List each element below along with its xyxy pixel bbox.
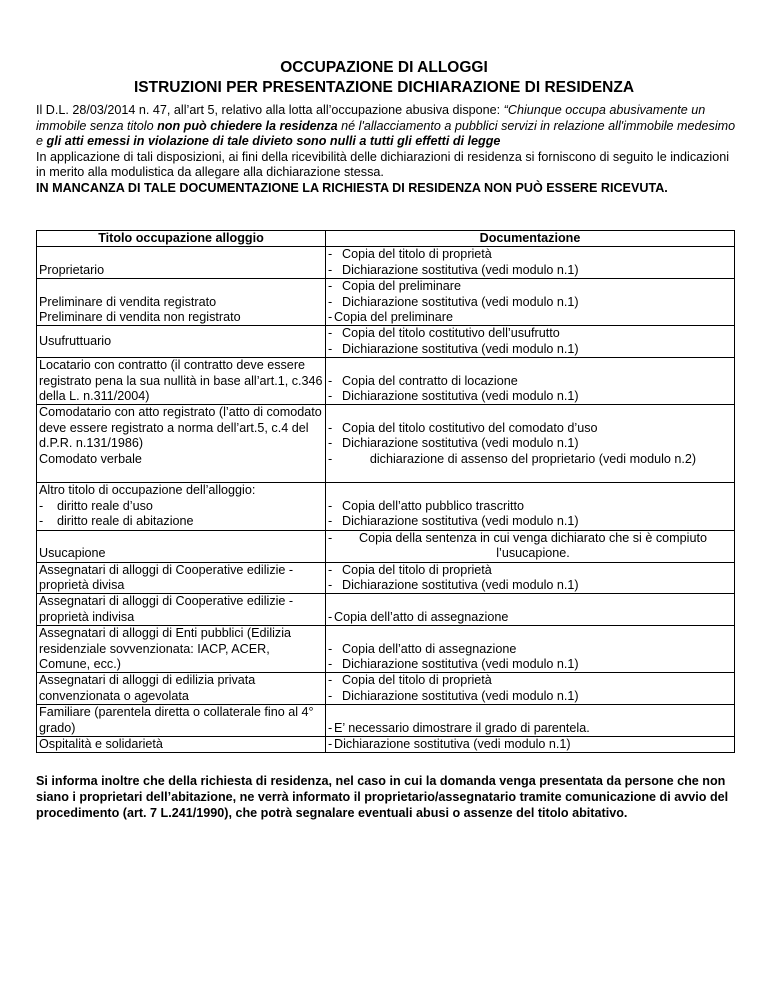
- intro-paragraph-2: In applicazione di tali disposizioni, ai fini della ricevibilità delle dichiarazioni di residenza si forniscono di seguito le indicazioni in merito alla modulistica da allegare alla dichiarazione stessa.: [36, 149, 730, 180]
- row-title: Locatario con contratto (il contratto deve essere registrato pena la sua nullità in base all’art.1, c.346 della L. n.311/2004): [37, 358, 326, 405]
- bullet-dash: -: [328, 656, 333, 671]
- bullet-dash: -: [328, 514, 333, 529]
- row-title-line: Preliminare di vendita non registrato: [39, 310, 241, 325]
- bullet-dash: -: [328, 436, 333, 451]
- table-row: [37, 736, 735, 752]
- row-docs: [326, 562, 735, 594]
- intro-paragraph-1: [36, 103, 736, 150]
- doc-item: Copia del titolo costitutivo dell’usufrutto: [342, 326, 560, 341]
- bullet-dash: -: [328, 262, 333, 277]
- doc-item: Dichiarazione sostitutiva (vedi modulo n.1): [342, 262, 579, 277]
- quote-part: né l'allacciamento a pubblici servizi in relazione all'immobile medesimo e: [36, 118, 736, 149]
- row-title: Assegnatari di alloggi di Cooperative edilizie - proprietà divisa: [37, 562, 326, 594]
- row-title: [37, 405, 326, 483]
- table-row: [37, 279, 735, 326]
- doc-item: Copia del titolo di proprietà: [342, 247, 492, 262]
- bullet-dash: -: [328, 609, 333, 624]
- row-docs: [326, 736, 735, 752]
- row-docs: [326, 358, 735, 405]
- row-title: Usufruttuario: [37, 326, 326, 358]
- title-line-2: ISTRUZIONI PER PRESENTAZIONE DICHIARAZIONE DI RESIDENZA: [133, 79, 635, 96]
- bullet-dash: -: [328, 341, 333, 356]
- doc-item: Copia della sentenza in cui venga dichiarato che si è compiuto l’usucapione.: [359, 530, 707, 561]
- bullet-dash: -: [328, 451, 333, 466]
- doc-item: dichiarazione di assenso del proprietario (vedi modulo n.2): [369, 451, 697, 466]
- row-docs: [326, 594, 735, 626]
- doc-item: Copia dell’atto pubblico trascritto: [342, 498, 525, 513]
- documentation-table: [36, 230, 735, 753]
- row-docs: [326, 673, 735, 705]
- table-row: [37, 594, 735, 626]
- doc-item: Copia dell’atto di assegnazione: [334, 609, 509, 624]
- quote-emphasis: gli atti emessi in violazione di tale divieto sono nulli a tutti gli effetti di legge: [46, 134, 501, 149]
- doc-item: Dichiarazione sostitutiva (vedi modulo n.1): [342, 688, 579, 703]
- row-title: [37, 483, 326, 530]
- row-title-line: Preliminare di vendita registrato: [39, 294, 217, 309]
- document-title: [0, 58, 768, 98]
- doc-item: Copia del contratto di locazione: [342, 373, 518, 388]
- table-row: [37, 626, 735, 673]
- bullet-dash: -: [328, 577, 333, 592]
- table-row: [37, 673, 735, 705]
- bullet-dash: -: [328, 688, 333, 703]
- doc-item: Dichiarazione sostitutiva (vedi modulo n.1): [342, 294, 579, 309]
- bullet-dash: -: [328, 673, 333, 688]
- row-docs: [326, 530, 735, 562]
- table-row: [37, 562, 735, 594]
- row-docs: [326, 626, 735, 673]
- intro-section: [36, 103, 736, 197]
- bullet-dash: -: [39, 514, 44, 529]
- bullet-dash: -: [328, 373, 333, 388]
- bullet-dash: -: [328, 562, 333, 577]
- doc-item: Copia del titolo di proprietà: [342, 562, 492, 577]
- doc-item: Dichiarazione sostitutiva (vedi modulo n.1): [342, 389, 579, 404]
- table-row: [37, 358, 735, 405]
- row-subitem: diritto reale d’uso: [57, 498, 153, 513]
- bullet-dash: -: [328, 389, 333, 404]
- row-subitem: diritto reale di abitazione: [57, 514, 194, 529]
- doc-item: Copia dell’atto di assegnazione: [342, 641, 517, 656]
- row-title-line: Comodatario con atto registrato (l’atto di comodato deve essere registrato a norma dell’art.5, c.4 del d.P.R. n.131/1986): [39, 405, 322, 451]
- doc-item: E’ necessario dimostrare il grado di parentela.: [334, 720, 590, 735]
- row-title: Ospitalità e solidarietà: [37, 736, 326, 752]
- row-title: Familiare (parentela diretta o collaterale fino al 4° grado): [37, 705, 326, 737]
- row-docs: [326, 326, 735, 358]
- row-title: Assegnatari di alloggi di Cooperative edilizie - proprietà indivisa: [37, 594, 326, 626]
- table-row: [37, 530, 735, 562]
- doc-item: Copia del preliminare: [342, 279, 462, 294]
- table-row: [37, 405, 735, 483]
- intro-text: Il D.L. 28/03/2014 n. 47, all’art 5, relativo alla lotta all’occupazione abusiva dispone:: [36, 103, 504, 117]
- bullet-dash: -: [328, 247, 333, 262]
- bullet-dash: -: [39, 498, 44, 513]
- quote-part: “Chiunque occupa abusivamente un immobile senza titolo: [36, 103, 706, 133]
- bullet-dash: -: [328, 720, 333, 735]
- bullet-dash: -: [328, 736, 333, 751]
- bullet-dash: -: [328, 530, 333, 545]
- bullet-dash: -: [328, 279, 333, 294]
- row-title: Assegnatari di alloggi di Enti pubblici (Edilizia residenziale sovvenzionata: IACP, ACER, Comune, ecc.): [37, 626, 326, 673]
- row-docs: [326, 483, 735, 530]
- row-docs: [326, 705, 735, 737]
- doc-item: Dichiarazione sostitutiva (vedi modulo n.1): [342, 577, 579, 592]
- table-row: [37, 483, 735, 530]
- bullet-dash: -: [328, 498, 333, 513]
- closing-paragraph: Si informa inoltre che della richiesta di residenza, nel caso in cui la domanda venga presentata da persone che non siano i proprietari dell’abitazione, ne verrà informato il proprietario/assegnatario tramite comunicazione di avvio del procedimento (art. 7 L.241/1990), che potrà segnalare eventuali abusi o assenze del titolo abitativo.: [36, 773, 729, 820]
- doc-item: Copia del titolo costitutivo del comodato d’uso: [342, 420, 598, 435]
- doc-item: Dichiarazione sostitutiva (vedi modulo n.1): [342, 436, 579, 451]
- doc-item: Dichiarazione sostitutiva (vedi modulo n.1): [342, 341, 579, 356]
- table-row: [37, 247, 735, 279]
- row-title-line: Comodato verbale: [39, 451, 142, 466]
- row-docs: [326, 405, 735, 483]
- bullet-dash: -: [328, 641, 333, 656]
- doc-item: Copia del titolo di proprietà: [342, 673, 492, 688]
- doc-item: Dichiarazione sostitutiva (vedi modulo n.1): [342, 656, 579, 671]
- doc-item: Dichiarazione sostitutiva (vedi modulo n.1): [334, 736, 571, 751]
- doc-item: Copia del preliminare: [334, 310, 454, 325]
- table-row: [37, 705, 735, 737]
- bullet-dash: -: [328, 310, 333, 325]
- row-docs: [326, 279, 735, 326]
- table-header-row: [37, 231, 735, 247]
- row-title-line: Altro titolo di occupazione dell’alloggio:: [39, 483, 256, 498]
- bullet-dash: -: [328, 420, 333, 435]
- quote-emphasis: non può chiedere la residenza: [157, 118, 338, 133]
- bullet-dash: -: [328, 294, 333, 309]
- bullet-dash: -: [328, 326, 333, 341]
- doc-item: Dichiarazione sostitutiva (vedi modulo n.1): [342, 514, 579, 529]
- row-title: Usucapione: [37, 530, 326, 562]
- warning-notice: IN MANCANZA DI TALE DOCUMENTAZIONE LA RICHIESTA DI RESIDENZA NON PUÒ ESSERE RICEVUTA.: [36, 180, 668, 195]
- row-title: Proprietario: [37, 247, 326, 279]
- row-title: [37, 279, 326, 326]
- header-docs: Documentazione: [326, 231, 735, 247]
- table-row: [37, 326, 735, 358]
- title-line-1: OCCUPAZIONE DI ALLOGGI: [280, 59, 488, 76]
- row-title: Assegnatari di alloggi di edilizia privata convenzionata o agevolata: [37, 673, 326, 705]
- row-docs: [326, 247, 735, 279]
- header-title: Titolo occupazione alloggio: [37, 231, 326, 247]
